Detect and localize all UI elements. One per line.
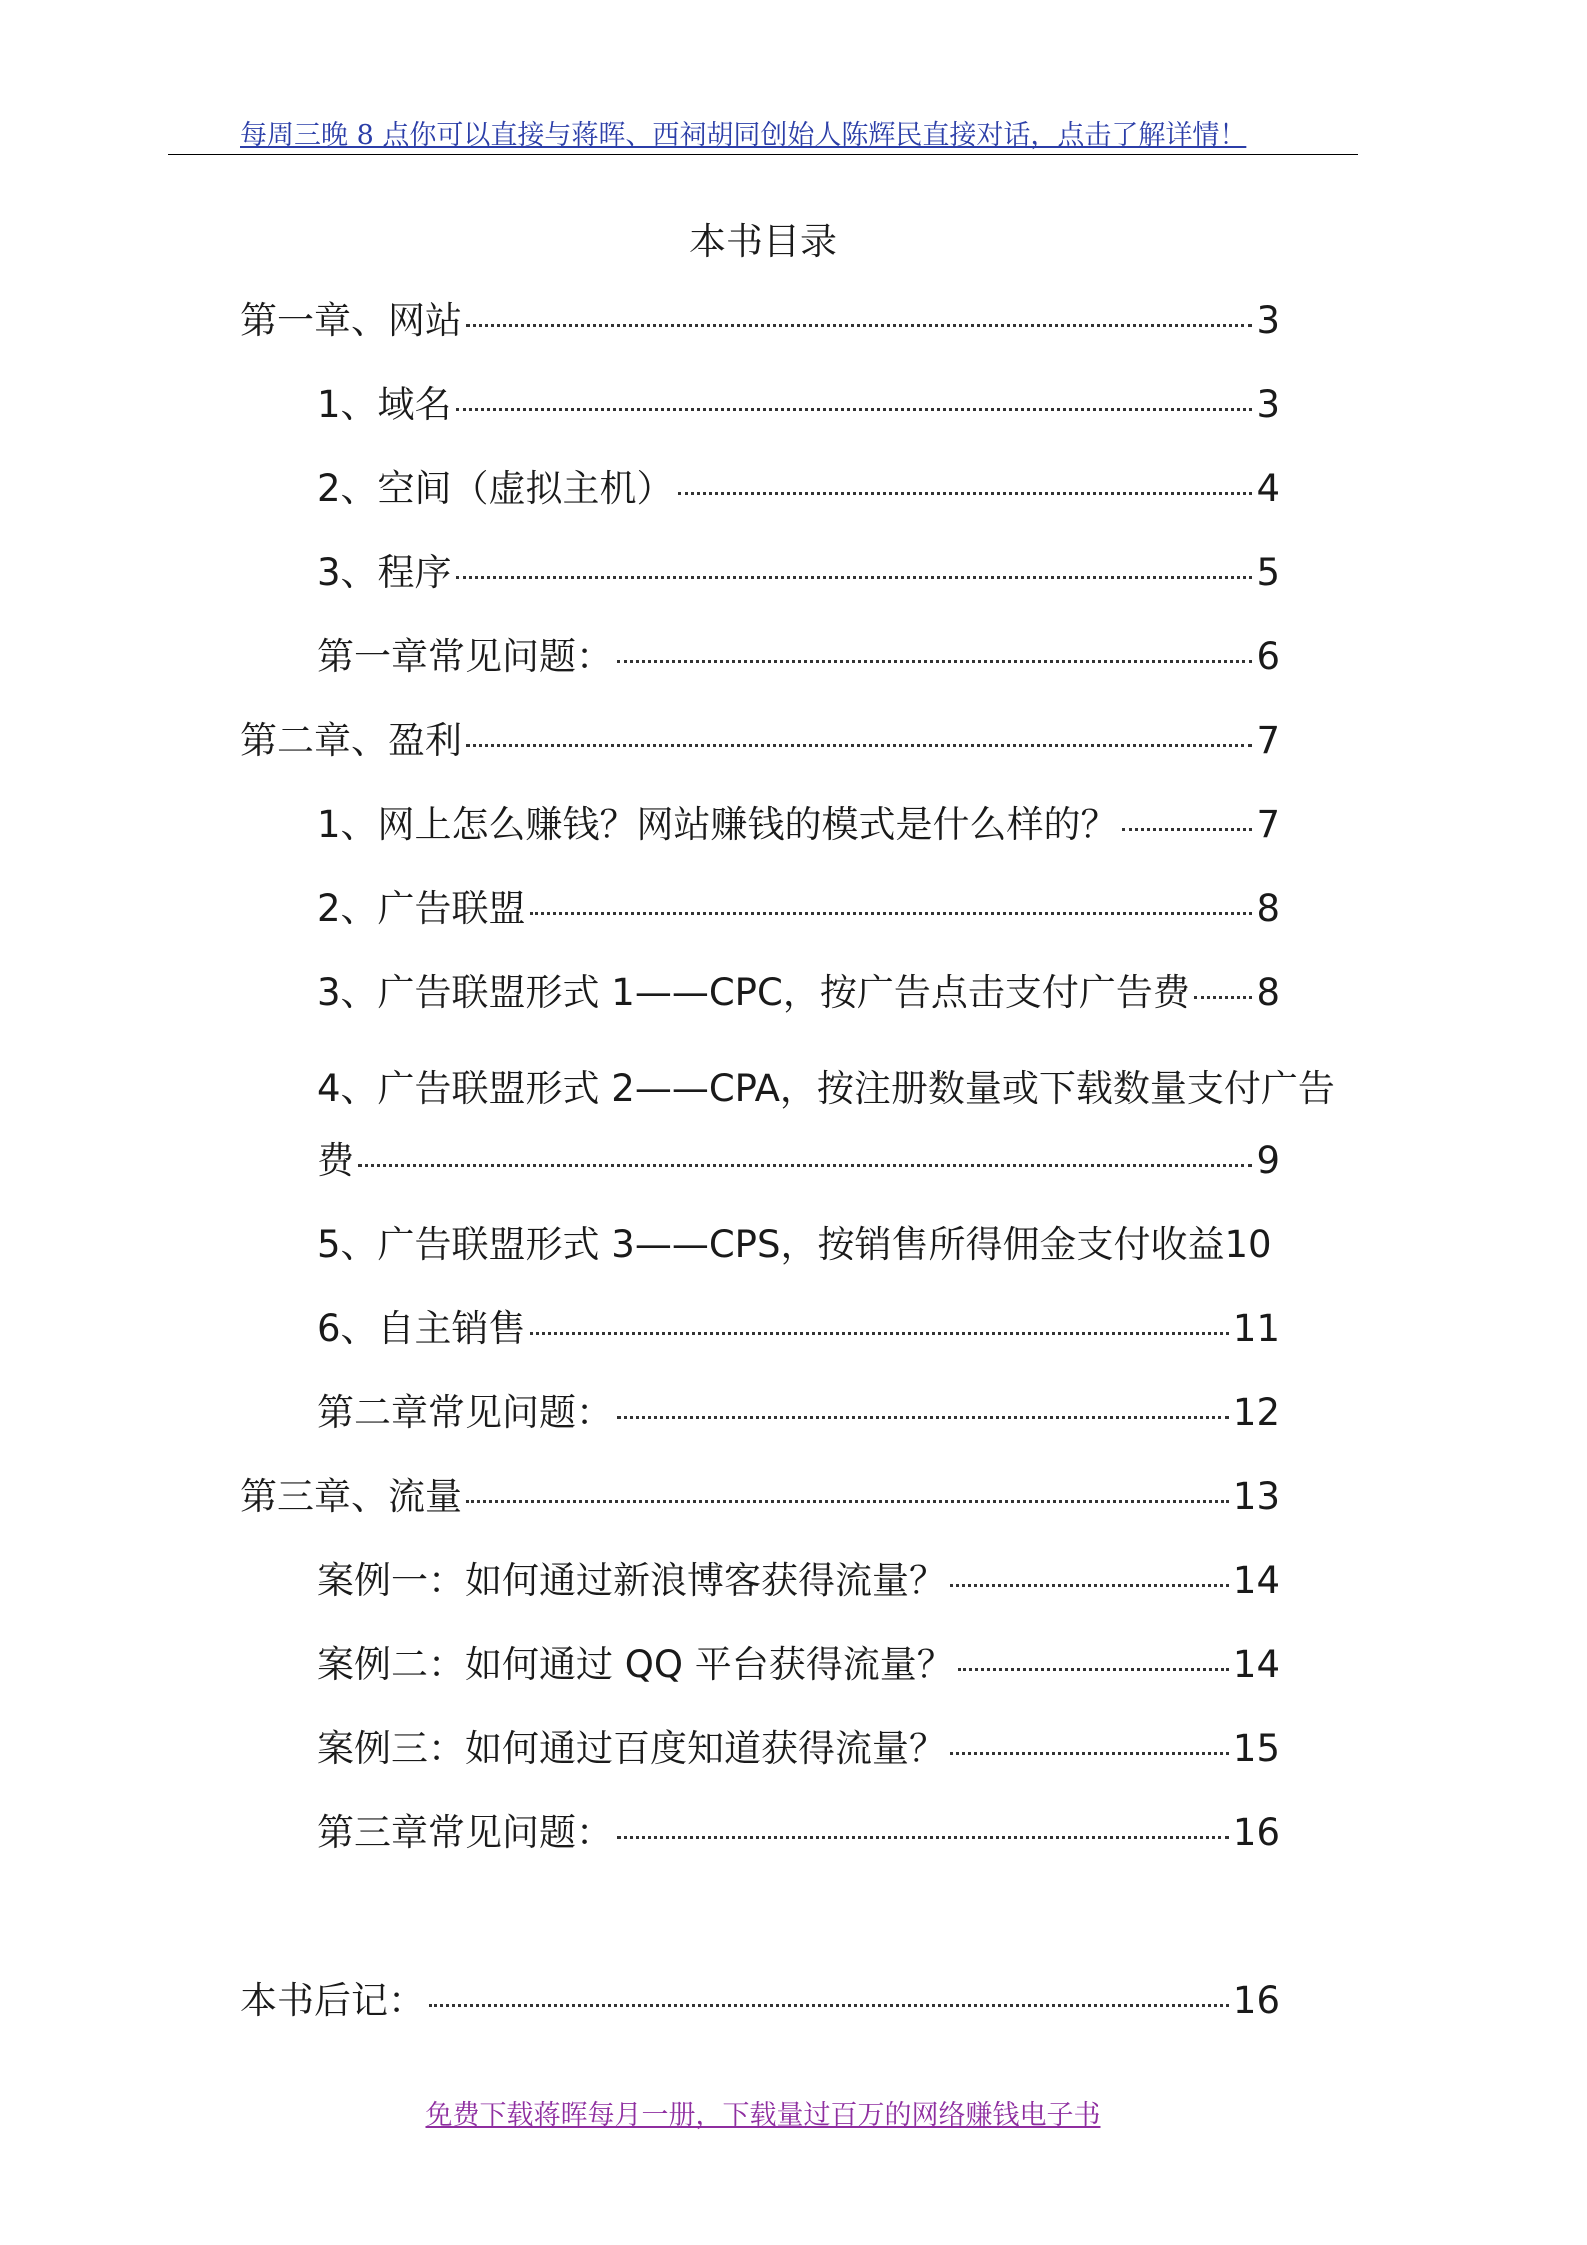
toc-section-case-3[interactable] xyxy=(317,1727,1280,1770)
toc-page-number: 16 xyxy=(1232,1979,1280,2022)
toc-page-number: 6 xyxy=(1256,635,1280,678)
toc-page-number: 11 xyxy=(1232,1307,1280,1350)
dot-leader xyxy=(456,408,1253,411)
toc-page-number: 3 xyxy=(1256,383,1280,426)
dot-leader xyxy=(429,2004,1229,2007)
dot-leader xyxy=(950,1584,1229,1587)
toc-entry-label: 第一章、网站 xyxy=(240,299,462,342)
toc-page-number: 5 xyxy=(1256,551,1280,594)
toc-entry-label: 1、域名 xyxy=(317,383,452,426)
toc-section-make-money[interactable] xyxy=(317,803,1280,846)
toc-page-number: 14 xyxy=(1232,1559,1280,1602)
toc-section-self-sales[interactable] xyxy=(317,1307,1280,1350)
toc-entry-label: 第三章、流量 xyxy=(240,1475,462,1518)
dot-leader xyxy=(617,660,1252,663)
toc-entry-label: 1、网上怎么赚钱？网站赚钱的模式是什么样的？ xyxy=(317,803,1118,846)
toc-chapter-3[interactable] xyxy=(240,1475,1280,1518)
toc-section-cps[interactable] xyxy=(317,1223,1280,1266)
page-title: 本书目录 xyxy=(689,220,837,263)
toc-section-program[interactable] xyxy=(317,551,1280,594)
toc-page-number: 15 xyxy=(1232,1727,1280,1770)
toc-afterword[interactable] xyxy=(240,1979,1280,2022)
toc-page-number: 9 xyxy=(1256,1139,1280,1182)
toc-entry-label: 第三章常见问题： xyxy=(317,1811,613,1854)
toc-section-domain[interactable] xyxy=(317,383,1280,426)
dot-leader xyxy=(358,1164,1252,1167)
dot-leader xyxy=(1122,828,1253,831)
toc-page-number: 14 xyxy=(1232,1643,1280,1686)
toc-entry-label: 5、广告联盟形式 3——CPS，按销售所得佣金支付收益 xyxy=(317,1223,1225,1266)
toc-page-number: 10 xyxy=(1224,1223,1272,1266)
toc-entry-label: 3、广告联盟形式 1——CPC，按广告点击支付广告费 xyxy=(317,971,1190,1014)
dot-leader xyxy=(617,1836,1229,1839)
dot-leader xyxy=(466,1500,1229,1503)
dot-leader xyxy=(466,744,1252,747)
header-promo-link[interactable]: 每周三晚 8 点你可以直接与蒋晖、西祠胡同创始人陈辉民直接对话，点击了解详情！ xyxy=(240,120,1247,151)
toc-page-number: 8 xyxy=(1256,971,1280,1014)
toc-entry-label: 第二章常见问题： xyxy=(317,1391,613,1434)
header-divider xyxy=(168,154,1358,155)
toc-entry-label: 案例三：如何通过百度知道获得流量？ xyxy=(317,1727,946,1770)
toc-entry-label: 第一章常见问题： xyxy=(317,635,613,678)
toc-entry-label: 本书后记： xyxy=(240,1979,425,2022)
dot-leader xyxy=(456,576,1253,579)
toc-section-cpc[interactable] xyxy=(317,971,1280,1014)
toc-section-hosting[interactable] xyxy=(317,467,1280,510)
dot-leader xyxy=(958,1668,1229,1671)
toc-page-number: 13 xyxy=(1232,1475,1280,1518)
toc-page-number: 7 xyxy=(1256,803,1280,846)
dot-leader xyxy=(466,324,1252,327)
toc-entry-label: 案例二：如何通过 QQ 平台获得流量？ xyxy=(317,1643,954,1686)
toc-section-chapter3-faq[interactable] xyxy=(317,1811,1280,1854)
toc-entry-label: 2、空间（虚拟主机） xyxy=(317,467,674,510)
toc-section-case-1[interactable] xyxy=(317,1559,1280,1602)
toc-page-number: 7 xyxy=(1256,719,1280,762)
toc-entry-label: 3、程序 xyxy=(317,551,452,594)
toc-entry-label: 2、广告联盟 xyxy=(317,887,526,930)
toc-section-cpa[interactable] xyxy=(317,1139,1280,1182)
footer-download-link[interactable]: 免费下载蒋晖每月一册，下载量过百万的网络赚钱电子书 xyxy=(425,2100,1101,2131)
dot-leader xyxy=(530,1332,1229,1335)
toc-entry-label: 第二章、盈利 xyxy=(240,719,462,762)
toc-section-chapter1-faq[interactable] xyxy=(317,635,1280,678)
dot-leader xyxy=(678,492,1253,495)
toc-page-number: 8 xyxy=(1256,887,1280,930)
toc-chapter-1[interactable] xyxy=(240,299,1280,342)
toc-page-number: 3 xyxy=(1256,299,1280,342)
toc-section-cpa-line1[interactable]: 4、广告联盟形式 2——CPA，按注册数量或下载数量支付广告 xyxy=(317,1067,1335,1110)
toc-entry-label: 案例一：如何通过新浪博客获得流量？ xyxy=(317,1559,946,1602)
toc-entry-label: 6、自主销售 xyxy=(317,1307,526,1350)
toc-page-number: 12 xyxy=(1232,1391,1280,1434)
toc-section-case-2[interactable] xyxy=(317,1643,1280,1686)
dot-leader xyxy=(1194,996,1253,999)
toc-section-ad-network[interactable] xyxy=(317,887,1280,930)
toc-entry-label: 费 xyxy=(317,1139,354,1182)
toc-page-number: 16 xyxy=(1232,1811,1280,1854)
dot-leader xyxy=(530,912,1253,915)
toc-chapter-2[interactable] xyxy=(240,719,1280,762)
toc-page-number: 4 xyxy=(1256,467,1280,510)
toc-section-chapter2-faq[interactable] xyxy=(317,1391,1280,1434)
dot-leader xyxy=(950,1752,1229,1755)
dot-leader xyxy=(617,1416,1229,1419)
